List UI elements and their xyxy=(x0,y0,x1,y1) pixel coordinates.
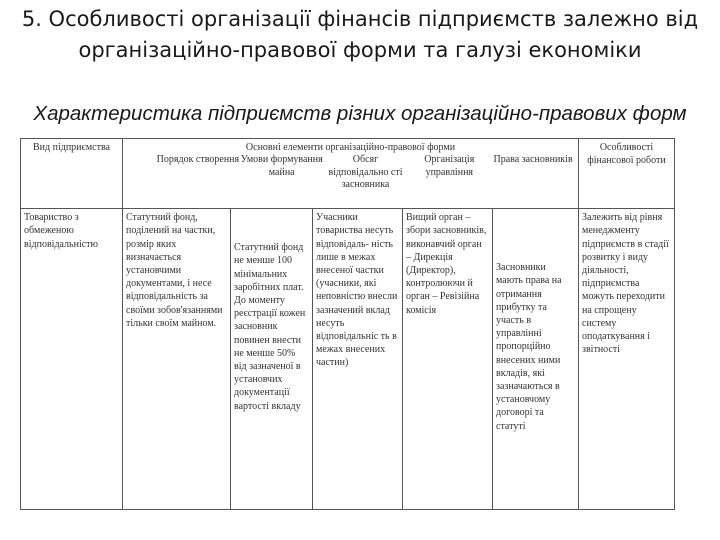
header-conditions: Умови формування майна xyxy=(240,154,323,178)
header-group xyxy=(123,139,579,209)
header-management: Організація управління xyxy=(424,154,475,178)
table-header-row xyxy=(21,139,675,209)
cell-rights xyxy=(493,209,579,510)
header-subcolumns xyxy=(126,154,575,206)
slide-title: 5. Особливості організації фінансів підприємств залежно від організаційно-правової форми та галузі економіки xyxy=(21,7,699,62)
header-rights: Права засновників xyxy=(493,154,573,166)
cell-type: Товариство з обмеженою відповідальністю xyxy=(21,209,123,510)
cell-finance: Залежить від рівня менеджменту підприємств в стадії розвитку і виду діяльності, підприємства можуть переходити на спрощену систему оподаткування і звітності xyxy=(579,209,675,510)
table-row xyxy=(21,209,675,510)
header-liability: Обсяг відповідально сті засновника xyxy=(328,154,403,191)
header-group-label: Основні елементи організаційно-правової форми xyxy=(245,142,456,153)
cell-rights-text: Засновники мають права на отримання прибутку та участь в управлінні пропорційно внесених ними вкладів, які зазначаються в установчому договорі та статуті xyxy=(496,262,562,432)
organization-forms-table xyxy=(20,138,675,510)
header-finance: Особливості фінансової роботи xyxy=(579,139,675,209)
cell-conditions-text: Статутний фонд не менше 100 мінімальних заробітних плат. До моменту реєстрації кожен засновник повинен внести не менше 50% від зазначеної в установчих документації вартості вкладу xyxy=(234,242,306,412)
header-order: Порядок створення xyxy=(156,154,240,166)
cell-management: Вищий орган – збори засновників, виконавчий орган – Дирекція (Директор), контролюючи й орган – Ревізійна комісія xyxy=(403,209,493,510)
cell-conditions xyxy=(231,209,313,510)
cell-liability: Учасники товариства несуть відповідаль- ність лише в межах внесеної частки (учасники, які неповністю внесли зазначений вклад несуть відповідальніс ть в межах внесених частин) xyxy=(313,209,403,510)
header-enterprise-type: Вид підприємства xyxy=(21,139,123,209)
slide-subtitle: Характеристика підприємств різних організаційно-правових форм xyxy=(33,102,687,125)
cell-order: Статутний фонд, поділений на частки, розмір яких визначається установчими документами, і несе відповідальність за своїми зобов'язаннями тільки своїм майном. xyxy=(123,209,231,510)
